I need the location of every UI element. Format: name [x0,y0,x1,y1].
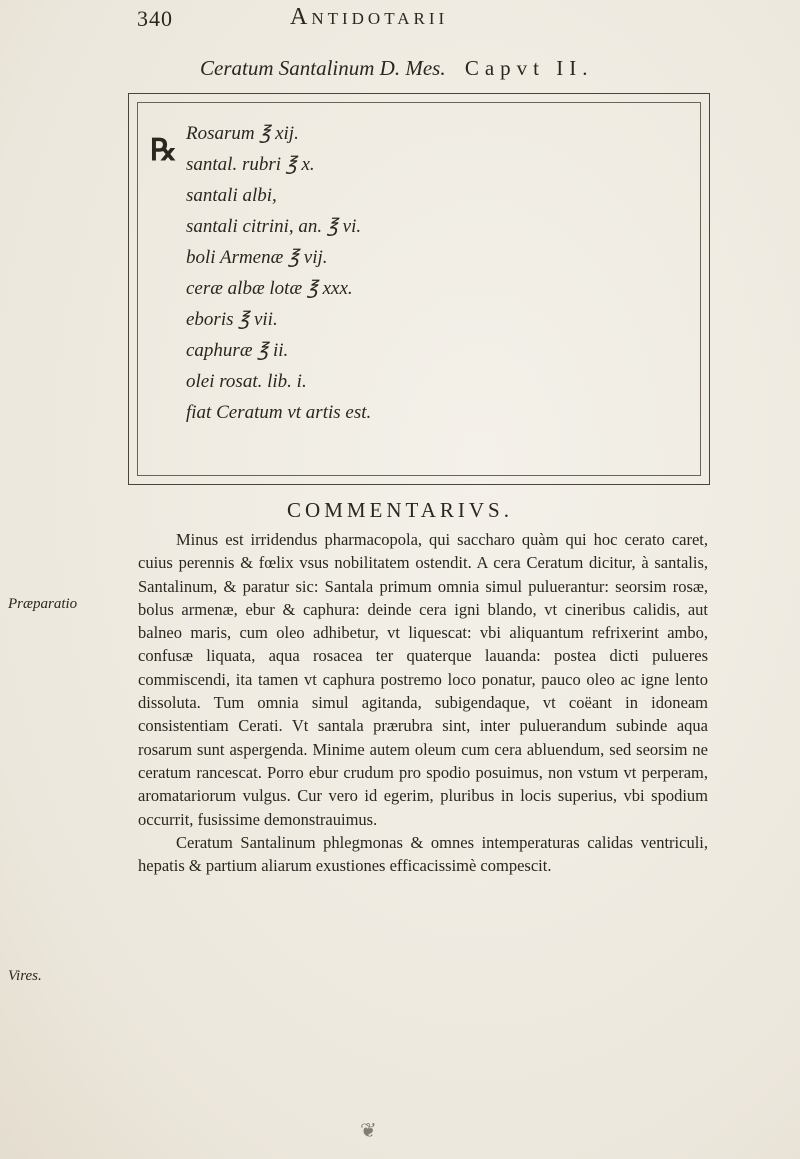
recipe-line: ceræ albæ lotæ ℥ xxx. [186,278,353,299]
page-header [0,0,800,50]
recipe-list [186,118,371,428]
recipe-line: santali albi, [186,185,277,206]
recipe-line: boli Armenæ ℥ vij. [186,247,328,268]
recipe-line: fiat Ceratum vt artis est. [186,402,372,423]
recipe-line: santali citrini, an. ℥ vi. [186,216,362,237]
recipe-line: olei rosat. lib. i. [186,371,307,392]
margin-note-vires: Vires. [8,968,42,984]
commentary-body [138,528,708,877]
margin-note-preparatio: Præparatio [8,596,78,612]
chapter-heading [200,56,593,81]
recipe-line: santal. rubri ℥ x. [186,154,315,175]
recipe-line: caphuræ ℥ ii. [186,340,289,361]
printer-ornament: ❦ [360,1120,377,1142]
commentary-paragraph: Minus est irridendus pharmacopola, qui saccharo quàm qui hoc cerato caret, cuius perennis & fœlix vsus nobilitatem ostendit. A cera Ceratum dicitur, à santalis, Santalinum, & paratur sic: Santala primum omnia simul puluerantur: seorsim rosæ, bolus armenæ, ebur & caphura: deinde cera igni blando, vt cineribus calidis, aut balneo maris, cum oleo adhibetur, vt liquescat: vbi aliquantum refrixerint ambo, confusæ liquata, aqua rosacea ter quaterque lauanda: postea dicti pulueres commiscendi, ita tamen vt caphura postremo loco ponatur, pauco oleo ac igne lento dissoluta. Tum omnia simul agitanda, subigendaque, vt coëant in idoneam consistentiam Cerati. Vt santala prærubra sint, inter puluerandum subinde aqua rosarum sunt aspergenda. Minime autem oleum cum cera abluendum, sed seorsim ne ceratum rancescat. Porro ebur crudum pro spodio posuimus, non vstum vt perperam, aromatariorum vulgus. Cur vero id egerim, pluribus in locis superius, vbi spodium occurrit, fusissime demonstrauimus. [138,530,708,829]
recipe-box [128,93,710,485]
recipe-symbol: ℞ [150,134,177,167]
recipe-line: Rosarum ℥ xij. [186,123,299,144]
recipe-inner-frame [137,102,701,476]
recipe-line: eboris ℥ vii. [186,309,278,330]
chapter-label: Capvt II. [464,56,594,80]
commentary-title: COMMENTARIVS. [287,498,513,522]
running-head: Antidotarii [290,4,449,30]
chapter-title: Ceratum Santalinum D. Mes. [200,56,446,80]
commentary-paragraph: Ceratum Santalinum phlegmonas & omnes intemperaturas calidas ventriculi, hepatis & partium aliarum exustiones efficacissimè compescit. [138,832,708,876]
page-number: 340 [137,6,173,31]
